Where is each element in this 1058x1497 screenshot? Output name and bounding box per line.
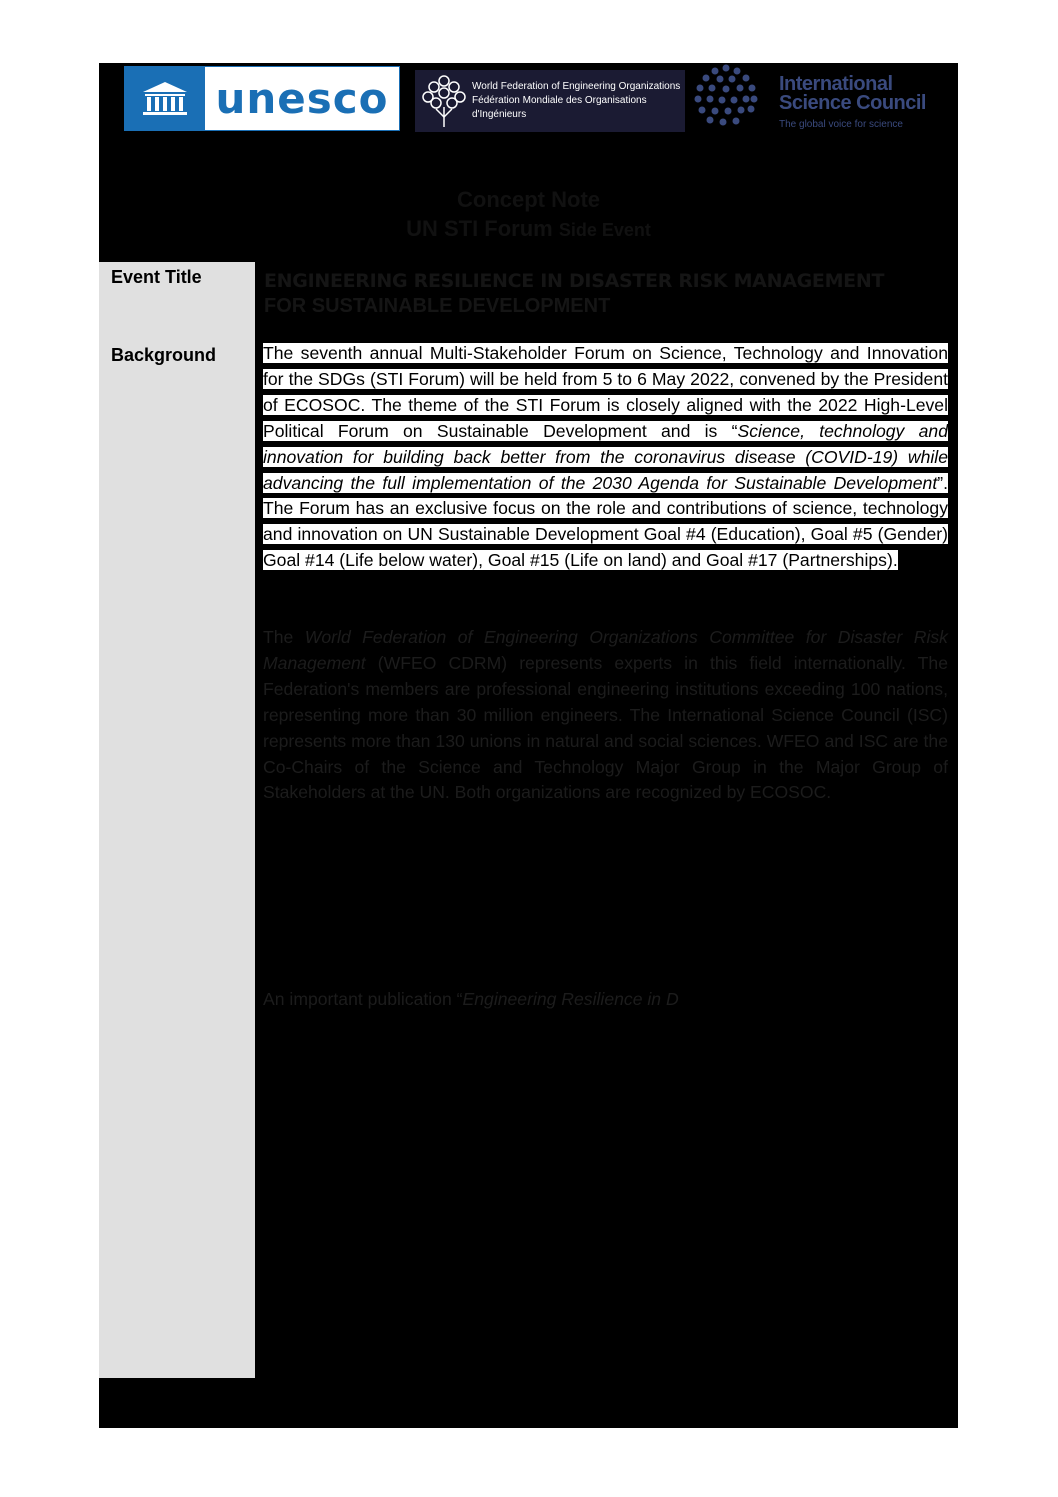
document-page [99, 63, 958, 1428]
isc-logo [693, 63, 943, 138]
p2-text-a: The [263, 627, 305, 647]
forum-name: UN STI Forum [406, 216, 553, 241]
label-column [99, 262, 255, 1378]
unesco-logo [124, 66, 400, 131]
background-paragraph-1 [263, 341, 948, 574]
wfeo-cdrm-name: World Federation of Engineering Organizations Committee for Disaster Risk Management [263, 627, 948, 673]
unesco-temple-icon [125, 67, 205, 130]
isc-name-line1: International [779, 73, 893, 95]
unesco-wordmark: unesco [215, 74, 389, 123]
isc-name-line2: Science Council [779, 92, 926, 114]
background-paragraph-2 [263, 625, 948, 806]
background-label: Background [111, 345, 217, 365]
forum-subheading [99, 216, 958, 242]
event-title-line1: ENGINEERING RESILIENCE IN DISASTER RISK MANAGEMENT [264, 270, 885, 292]
p1-text-a: The seventh annual Multi-Stakeholder Forum on Science, Technology and Innovation for the SDGs (STI Forum) will be held from 5 to 6 May 2022, convened by the President of ECOSOC. The theme of the STI Forum is closely aligned with the 2022 High-Level Political Forum on Sustainable Development and is “ [263, 343, 948, 441]
publication-title: Engineering Resilience in D [462, 989, 679, 1009]
isc-tagline: The global voice for science [779, 119, 903, 130]
tree-icon [415, 70, 472, 132]
wfeo-name-fr: Fédération Mondiale des Organisations d'Ingénieurs [472, 95, 647, 120]
p3-text-a: An important publication “ [263, 989, 463, 1009]
event-title-label: Event Title [111, 267, 202, 287]
sti-forum-theme: Science, technology and innovation for building back better from the coronavirus disease (COVID-19) while advancing the full implementation of the 2030 Agenda for Sustainable Development [263, 420, 948, 493]
background-paragraph-3 [263, 987, 948, 1013]
concept-note-heading: Concept Note [457, 187, 600, 212]
p1-text-b: ”. The Forum has an exclusive focus on the role and contributions of science, technology and innovation on UN Sustainable Development Goal #4 (Education), Goal #5 (Gender) Goal #14 (Life below water), Goal #15 (Life on land) and Goal #17 (Partnerships). [263, 472, 948, 571]
wfeo-logo [415, 70, 685, 132]
event-title [264, 269, 954, 319]
isc-dots-icon [693, 63, 759, 129]
wfeo-name-en: World Federation of Engineering Organizations [472, 81, 681, 92]
p2-text-b: (WFEO CDRM) represents experts in this field internationally. The Federation's members are professional engineering institutions exceeding 100 nations, representing more than 30 million engineers. The International Science Council (ISC) represents more than 130 unions in natural and social sciences. WFEO and ISC are the Co-Chairs of the Science and Technology Major Group in the Major Group of Stakeholders at the UN. Both organizations are recognized by ECOSOC. [263, 652, 948, 803]
side-event-label: Side Event [558, 220, 651, 240]
event-title-line2: FOR SUSTAINABLE DEVELOPMENT [264, 295, 611, 317]
